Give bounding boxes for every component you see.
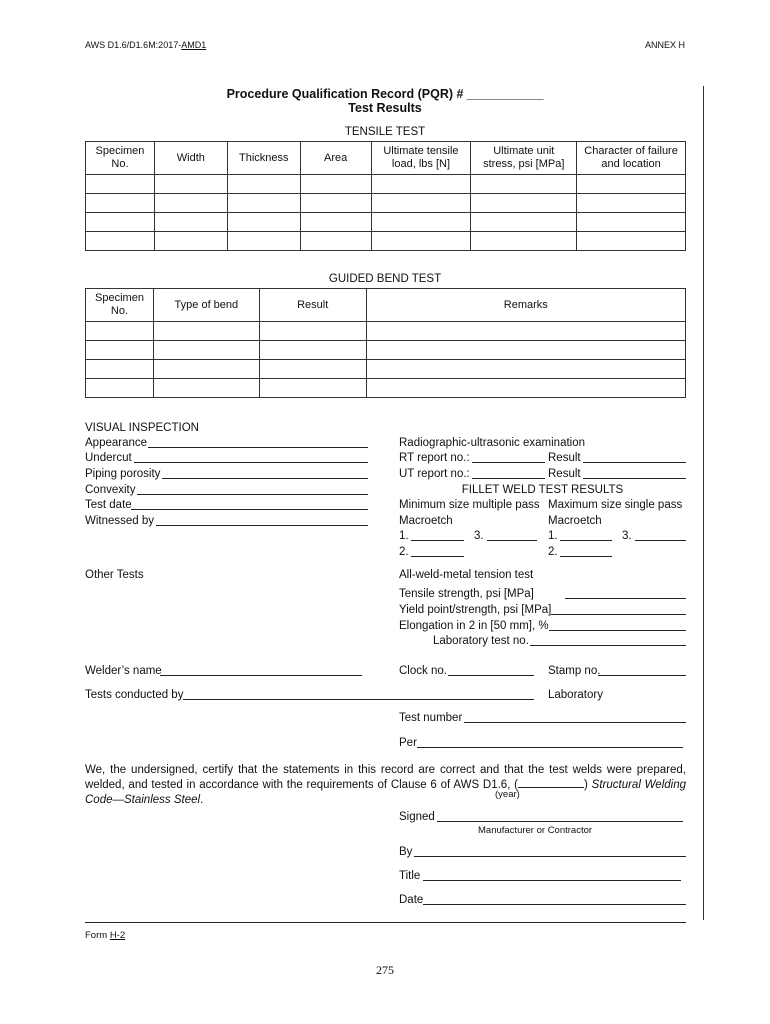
- tensile-cell[interactable]: [86, 175, 155, 194]
- witnessed-by-label: Witnessed by: [85, 515, 155, 527]
- undercut-label: Undercut: [85, 452, 132, 464]
- convexity-label: Convexity: [85, 484, 136, 496]
- tensile-cell[interactable]: [86, 232, 155, 251]
- table-row: [86, 341, 686, 360]
- title-field[interactable]: [423, 880, 681, 881]
- col-bend-specimen-no: Specimen No.: [86, 289, 154, 322]
- yield-strength-label: Yield point/strength, psi [MPa]: [399, 604, 552, 616]
- table-row: [86, 379, 686, 398]
- bend-cell[interactable]: [259, 379, 366, 398]
- col-ultimate-tensile-load: Ultimate tensile load, lbs [N]: [371, 142, 471, 175]
- tensile-test-table: [85, 141, 686, 251]
- tensile-cell[interactable]: [471, 194, 577, 213]
- elongation-field[interactable]: [549, 630, 686, 631]
- by-label: By: [399, 846, 413, 858]
- form-id: Form H-2: [85, 930, 126, 941]
- tensile-cell[interactable]: [227, 232, 300, 251]
- appearance-field[interactable]: [148, 447, 368, 448]
- rt-report-label: RT report no.:: [399, 452, 470, 464]
- col-ultimate-unit-stress: Ultimate unit stress, psi [MPa]: [471, 142, 577, 175]
- min-item-1-field[interactable]: [411, 540, 464, 541]
- annex-label: ANNEX H: [644, 40, 685, 50]
- form-subtitle: Test Results: [348, 101, 422, 115]
- tensile-test-heading: TENSILE TEST: [344, 126, 426, 138]
- fillet-weld-heading: FILLET WELD TEST RESULTS: [461, 484, 624, 496]
- bend-cell[interactable]: [366, 379, 685, 398]
- piping-porosity-field[interactable]: [162, 478, 368, 479]
- tests-conducted-by-field[interactable]: [183, 699, 534, 700]
- test-date-label: Test date: [85, 499, 132, 511]
- bend-cell[interactable]: [153, 360, 259, 379]
- col-remarks: Remarks: [366, 289, 685, 322]
- table-row: [86, 213, 686, 232]
- test-number-field[interactable]: [464, 722, 686, 723]
- macroetch-max-label: Macroetch: [548, 515, 602, 527]
- margin-rule: [703, 86, 704, 920]
- elongation-label: Elongation in 2 in [50 mm], %: [399, 620, 549, 632]
- test-date-field[interactable]: [131, 509, 368, 510]
- bend-cell[interactable]: [153, 341, 259, 360]
- signed-field[interactable]: [437, 821, 683, 822]
- col-thickness: Thickness: [227, 142, 300, 175]
- max-item-2-label: 2.: [548, 546, 558, 558]
- bend-cell[interactable]: [366, 341, 685, 360]
- tensile-cell[interactable]: [227, 194, 300, 213]
- rt-result-field[interactable]: [583, 462, 686, 463]
- date-label: Date: [399, 894, 424, 906]
- bend-cell[interactable]: [259, 341, 366, 360]
- tensile-cell[interactable]: [577, 213, 686, 232]
- bend-cell[interactable]: [366, 360, 685, 379]
- guided-bend-heading: GUIDED BEND TEST: [328, 273, 442, 285]
- tensile-cell[interactable]: [86, 213, 155, 232]
- tensile-header-row: [86, 142, 686, 175]
- tensile-cell[interactable]: [471, 232, 577, 251]
- tensile-cell[interactable]: [371, 175, 471, 194]
- undercut-field[interactable]: [134, 462, 368, 463]
- date-field[interactable]: [423, 904, 686, 905]
- per-label: Per: [399, 737, 417, 749]
- all-weld-metal-heading: All-weld-metal tension test: [399, 569, 534, 581]
- ut-result-field[interactable]: [583, 478, 686, 479]
- by-field[interactable]: [414, 856, 686, 857]
- tests-conducted-by-label: Tests conducted by: [85, 689, 184, 701]
- manufacturer-caption: Manufacturer or Contractor: [478, 825, 593, 836]
- max-item-1-field[interactable]: [560, 540, 612, 541]
- certification-statement: We, the undersigned, certify that the statements in this record are correct and that the test welds were prepared, welded, and tested in accordance with the requirements of Clause 6 of AWS D1.6, ( ) Structural Welding Code—Stainless Steel.: [85, 764, 686, 806]
- tensile-cell[interactable]: [300, 175, 371, 194]
- bend-header-row: [86, 289, 686, 322]
- tensile-cell[interactable]: [300, 232, 371, 251]
- footer-rule: [85, 922, 686, 923]
- tensile-cell[interactable]: [227, 175, 300, 194]
- stamp-no-field[interactable]: [598, 675, 686, 676]
- visual-inspection-heading: VISUAL INSPECTION: [85, 422, 199, 434]
- tensile-cell[interactable]: [371, 213, 471, 232]
- year-field[interactable]: [518, 778, 584, 788]
- col-type-of-bend: Type of bend: [153, 289, 259, 322]
- max-item-3-label: 3.: [622, 530, 632, 542]
- tensile-cell[interactable]: [227, 213, 300, 232]
- min-item-2-label: 2.: [399, 546, 409, 558]
- test-number-label: Test number: [399, 712, 463, 724]
- tensile-cell[interactable]: [471, 213, 577, 232]
- doc-standard-id: AWS D1.6/D1.6M:2017-AMD1: [85, 40, 207, 50]
- bend-cell[interactable]: [86, 341, 154, 360]
- tensile-cell[interactable]: [300, 194, 371, 213]
- max-item-2-field[interactable]: [560, 556, 612, 557]
- col-specimen-no: Specimen No.: [86, 142, 155, 175]
- bend-cell[interactable]: [366, 322, 685, 341]
- lab-test-no-label: Laboratory test no.: [433, 635, 529, 647]
- bend-cell[interactable]: [259, 322, 366, 341]
- tensile-cell[interactable]: [154, 232, 227, 251]
- yield-strength-field[interactable]: [551, 614, 686, 615]
- col-width: Width: [154, 142, 227, 175]
- tensile-cell[interactable]: [154, 213, 227, 232]
- min-item-3-label: 3.: [474, 530, 484, 542]
- max-item-3-field[interactable]: [635, 540, 686, 541]
- table-row: [86, 175, 686, 194]
- per-field[interactable]: [417, 747, 683, 748]
- min-size-label: Minimum size multiple pass: [399, 499, 540, 511]
- min-item-2-field[interactable]: [411, 556, 464, 557]
- rt-report-field[interactable]: [472, 462, 545, 463]
- tensile-cell[interactable]: [86, 194, 155, 213]
- tensile-cell[interactable]: [154, 194, 227, 213]
- tensile-strength-label: Tensile strength, psi [MPa]: [399, 588, 534, 600]
- tensile-cell[interactable]: [154, 175, 227, 194]
- welders-name-field[interactable]: [160, 675, 362, 676]
- clock-no-label: Clock no.: [399, 665, 447, 677]
- radiographic-heading: Radiographic-ultrasonic examination: [399, 437, 586, 449]
- col-area: Area: [300, 142, 371, 175]
- lab-test-no-field[interactable]: [530, 645, 686, 646]
- amendment-ref: AMD1: [181, 40, 207, 50]
- table-row: [86, 194, 686, 213]
- macroetch-min-label: Macroetch: [399, 515, 453, 527]
- appearance-label: Appearance: [85, 437, 148, 449]
- signed-label: Signed: [399, 811, 435, 823]
- form-title: Procedure Qualification Record (PQR) # ___________: [226, 87, 544, 101]
- tensile-cell[interactable]: [577, 175, 686, 194]
- bend-cell[interactable]: [86, 322, 154, 341]
- min-item-3-field[interactable]: [487, 540, 537, 541]
- tensile-cell[interactable]: [471, 175, 577, 194]
- witnessed-by-field[interactable]: [156, 525, 368, 526]
- ut-report-field[interactable]: [472, 478, 545, 479]
- rt-result-label: Result: [548, 452, 581, 464]
- max-size-label: Maximum size single pass: [548, 499, 683, 511]
- table-row: [86, 360, 686, 379]
- table-row: [86, 232, 686, 251]
- col-character-of-failure: Character of failure and location: [577, 142, 686, 175]
- bend-cell[interactable]: [153, 379, 259, 398]
- clock-no-field[interactable]: [448, 675, 534, 676]
- tensile-cell[interactable]: [577, 232, 686, 251]
- tensile-cell[interactable]: [371, 194, 471, 213]
- convexity-field[interactable]: [137, 494, 368, 495]
- bend-cell[interactable]: [259, 360, 366, 379]
- tensile-cell[interactable]: [371, 232, 471, 251]
- page-number: 275: [376, 963, 394, 977]
- other-tests-label: Other Tests: [85, 569, 144, 581]
- tensile-strength-field[interactable]: [565, 598, 686, 599]
- ut-result-label: Result: [548, 468, 581, 480]
- max-item-1-label: 1.: [548, 530, 558, 542]
- tensile-cell[interactable]: [577, 194, 686, 213]
- guided-bend-table: [85, 288, 686, 398]
- bend-cell[interactable]: [86, 360, 154, 379]
- title-label: Title: [399, 870, 421, 882]
- bend-cell[interactable]: [153, 322, 259, 341]
- tensile-cell[interactable]: [300, 213, 371, 232]
- min-item-1-label: 1.: [399, 530, 409, 542]
- year-caption: (year): [495, 789, 520, 800]
- stamp-no-label: Stamp no.: [548, 665, 601, 677]
- table-row: [86, 322, 686, 341]
- piping-porosity-label: Piping porosity: [85, 468, 161, 480]
- ut-report-label: UT report no.:: [399, 468, 470, 480]
- col-result: Result: [259, 289, 366, 322]
- bend-cell[interactable]: [86, 379, 154, 398]
- welders-name-label: Welder’s name: [85, 665, 162, 677]
- laboratory-label: Laboratory: [548, 689, 603, 701]
